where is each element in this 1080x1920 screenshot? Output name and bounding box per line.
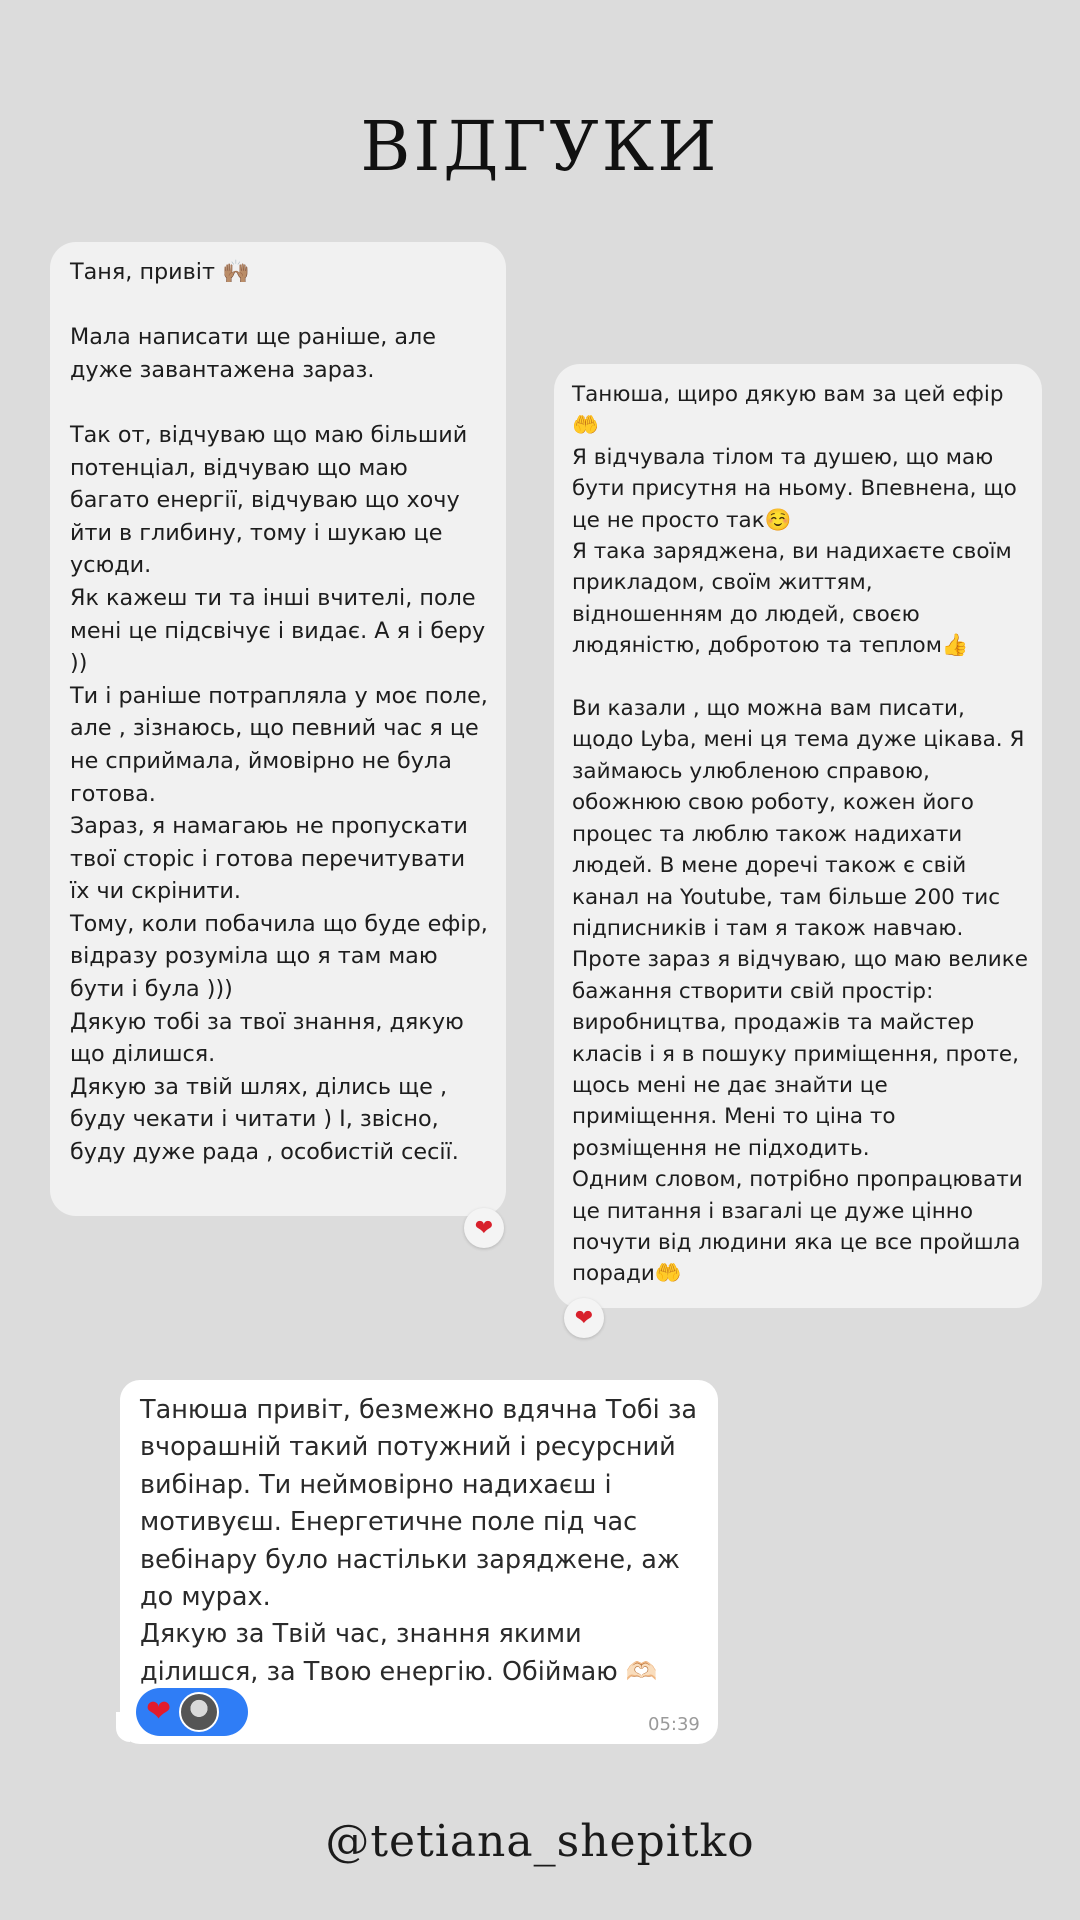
instagram-handle: @tetiana_shepitko	[325, 1816, 755, 1867]
heart-reaction-icon: ❤	[146, 1694, 172, 1729]
message-timestamp: 05:39	[648, 1714, 700, 1735]
avatar	[179, 1692, 219, 1732]
page-title: ВІДГУКИ	[360, 108, 720, 187]
reaction-pill[interactable]	[136, 1688, 248, 1736]
message-bubble-2: Танюша, щиро дякую вам за цей ефір 🤲 Я відчувала тілом та душею, що маю бути присутня на ньому. Впевнена, що це не просто так☺️ Я така заряджена, ви надихаєте своїм прикладом, своїм життям, відношенням до людей, своєю людяністю, добротою та теплом👍 Ви казали , що можна вам писати, щодо Lyba, мені ця тема дуже цікава. Я займаюсь улюбленою справою, обожнюю свою роботу, кожен його процес та люблю також надихати людей. В мене доречі також є свій канал на Youtube, там більше 200 тис підписників і там я також навчаю. Проте зараз я відчуваю, що маю велике бажання створити свій простір: виробництва, продажів та майстер класів і я в пошуку приміщення, проте, щось мені не дає знайти це приміщення. Мені то ціна то розміщення не підходить. Одним словом, потрібно пропрацювати це питання і взагалі це дуже цінно почути від людини яка це все пройшла поради🤲	[554, 364, 1042, 1308]
heart-reaction-icon[interactable]: ❤	[564, 1298, 604, 1338]
message-bubble-1: Таня, привіт 🙌🏽 Мала написати ще раніше, але дуже завантажена зараз. Так от, відчуваю що маю більший потенціал, відчуваю що маю багато енергії, відчуваю що хочу йти в глибину, тому і шукаю це усюди. Як кажеш ти та інші вчителі, поле мені це підсвічує і видає. А я і беру )) Ти і раніше потрапляла у моє поле, але , зізнаюсь, що певний час я це не сприймала, ймовірно не була готова. Зараз, я намагаюь не пропускати твої сторіс і готова перечитувати їх чи скрінити. Тому, коли побачила що буде ефір, відразу розуміла що я там маю бути і була ))) Дякую тобі за твої знання, дякую що ділишся. Дякую за твій шлях, ділись ще , буду чекати і читати ) І, звісно, буду дуже рада , особистій сесії.	[50, 242, 506, 1216]
message-bubble-3: Танюша привіт, безмежно вдячна Тобі за вчорашній такий потужний і ресурсний вибінар. Ти неймовірно надихаєш і мотивуєш. Енергетичне поле під час вебінару було настільки заряджене, аж до мурах. Дякую за Твій час, знання якими ділишся, за Твою енергію. Обіймаю 🫶🏻	[120, 1380, 718, 1744]
heart-reaction-icon[interactable]: ❤	[464, 1208, 504, 1248]
